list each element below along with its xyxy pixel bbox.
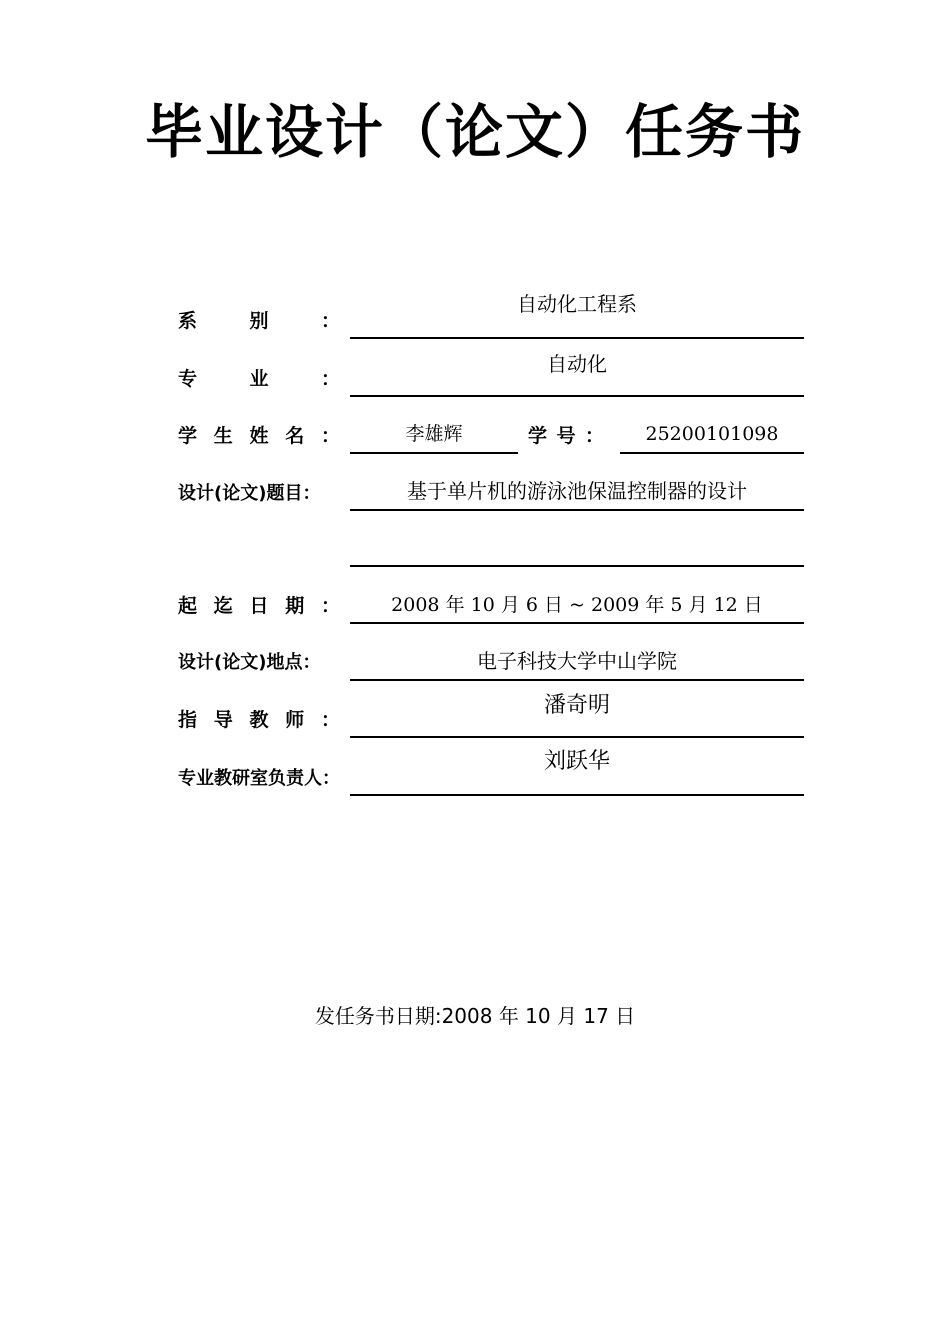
location-label: 设计(论文)地点：: [178, 652, 321, 673]
major-underline: [350, 395, 804, 397]
director-underline: [350, 794, 804, 796]
student-name-label-char: 学: [178, 425, 198, 447]
student-name-value: 李雄辉: [405, 423, 463, 445]
advisor-label-char: 师: [285, 709, 305, 731]
advisor-label: [178, 707, 340, 733]
student-id-label-char: 号: [556, 425, 576, 447]
topic-underline-line2: [350, 565, 804, 567]
student-id-label-colon: ：: [584, 425, 604, 447]
student-name-label-colon: ：: [320, 425, 340, 447]
department-label-char: 系: [178, 310, 198, 332]
dates-label-char: 期: [285, 595, 305, 617]
major-label-char: 专: [178, 368, 198, 390]
dates-label: [178, 593, 340, 619]
department-value: 自动化工程系: [517, 292, 637, 316]
department-underline: [350, 337, 804, 339]
student-name-underline: [350, 452, 518, 454]
student-name-label-char: 生: [213, 425, 233, 447]
advisor-label-char: 教: [249, 709, 269, 731]
student-id-value: 25200101098: [645, 423, 779, 445]
location-underline: [350, 679, 804, 681]
advisor-label-colon: ：: [320, 709, 340, 731]
advisor-label-char: 指: [178, 709, 198, 731]
student-name-label-char: 名: [285, 425, 305, 447]
advisor-label-char: 导: [213, 709, 233, 731]
issue-date: 发任务书日期:2008 年 10 月 17 日: [314, 1004, 636, 1028]
student-name-label-char: 姓: [249, 425, 269, 447]
dates-label-char: 日: [249, 595, 269, 617]
student-name-label: [178, 423, 340, 449]
dates-label-char: 迄: [213, 595, 233, 617]
student-id-label: [528, 423, 604, 449]
director-value: 刘跃华: [543, 749, 610, 774]
dates-value: 2008 年 10 月 6 日 ~ 2009 年 5 月 12 日: [391, 594, 763, 616]
major-value: 自动化: [547, 352, 607, 376]
student-id-underline: [620, 452, 804, 454]
major-label-colon: ：: [320, 368, 340, 390]
dates-label-colon: ：: [320, 595, 340, 617]
department-label: [178, 308, 340, 334]
director-label: 专业教研室负责人：: [178, 768, 340, 789]
advisor-value: 潘奇明: [543, 693, 610, 718]
major-label: [178, 366, 340, 392]
topic-label: 设计(论文)题目：: [178, 483, 321, 504]
topic-value: 基于单片机的游泳池保温控制器的设计: [407, 479, 747, 503]
page-title: 毕业设计（论文）任务书: [144, 98, 805, 166]
major-label-char: 业: [249, 368, 269, 390]
location-value: 电子科技大学中山学院: [477, 649, 677, 673]
topic-underline: [350, 509, 804, 511]
department-label-char: 别: [249, 310, 269, 332]
department-label-colon: ：: [320, 310, 340, 332]
dates-label-char: 起: [178, 595, 198, 617]
student-id-label-char: 学: [528, 425, 548, 447]
dates-underline: [350, 622, 804, 624]
advisor-underline: [350, 736, 804, 738]
